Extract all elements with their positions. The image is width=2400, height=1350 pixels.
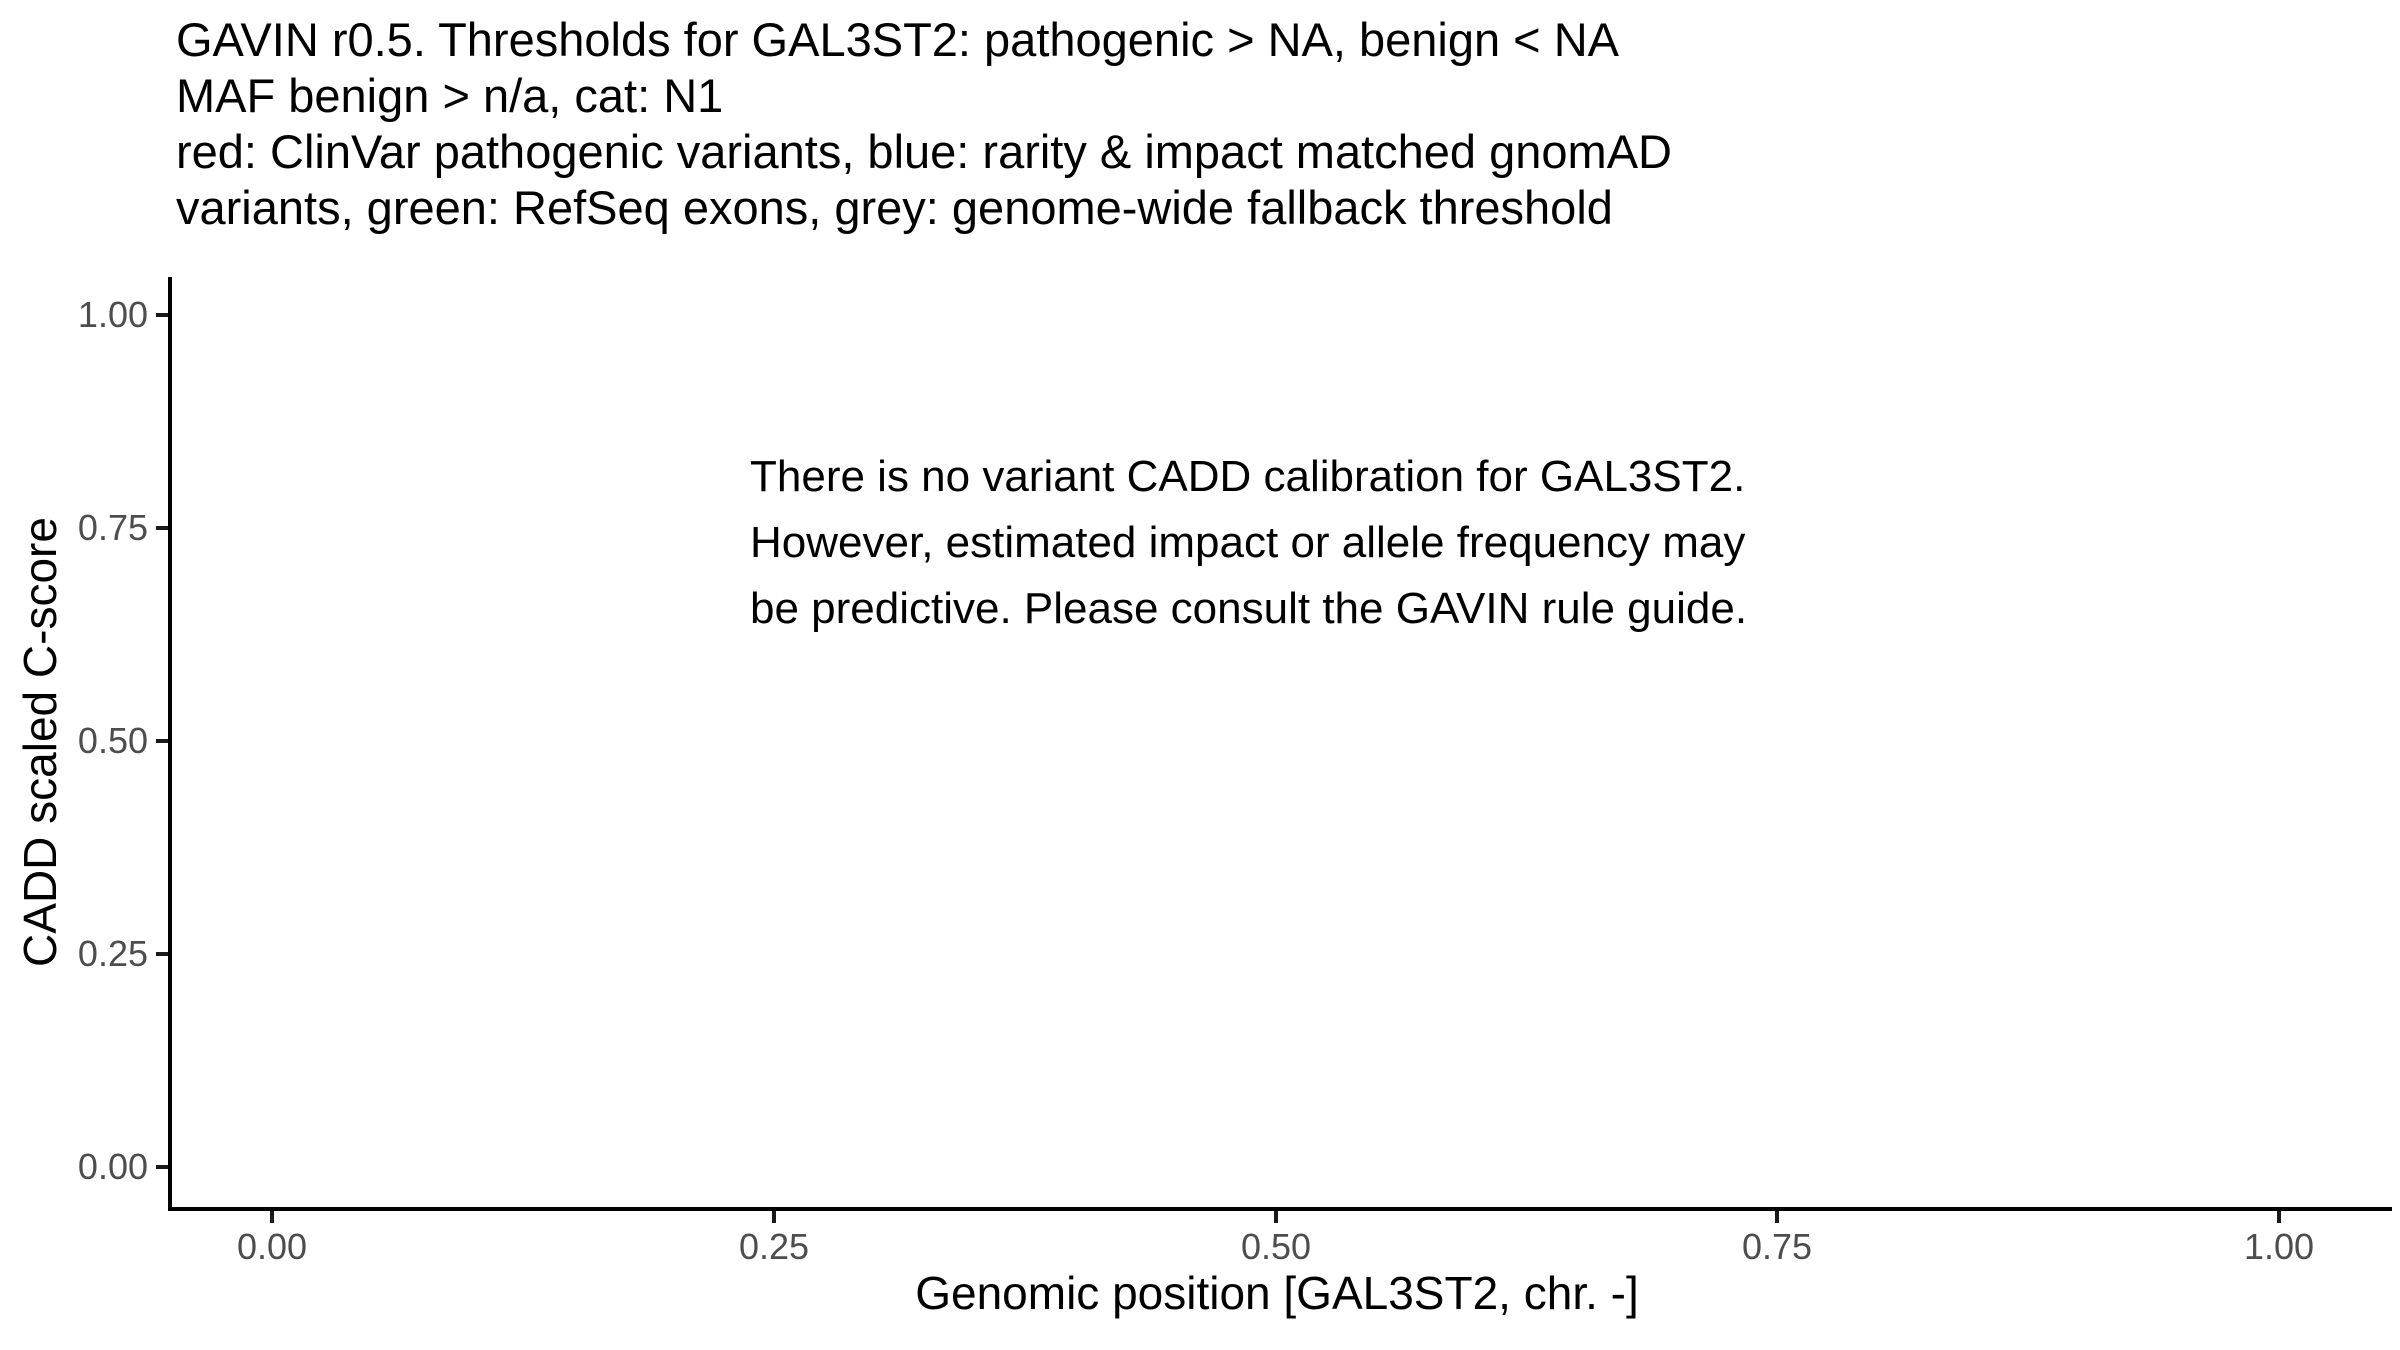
x-tick-mark [772,1211,776,1223]
x-axis-title: Genomic position [GAL3ST2, chr. -] [915,1267,1639,1319]
chart-title [176,12,1672,236]
x-tick-mark [1775,1211,1779,1223]
x-tick-label: 1.00 [2243,1226,2315,1267]
y-tick-mark [156,739,168,743]
y-tick-mark [156,313,168,317]
annotation-line-1: There is no variant CADD calibration for GAL3ST2. [750,452,1746,501]
y-tick-mark [156,1165,168,1169]
y-tick-mark [156,526,168,530]
y-tick-label: 0.00 [77,1146,148,1187]
x-tick-label: 0.00 [236,1226,308,1267]
x-tick-mark [1274,1211,1278,1223]
y-tick-label: 1.00 [77,294,148,335]
x-tick-mark [270,1211,274,1223]
y-tick-label: 0.75 [77,507,148,548]
plot-annotation [750,444,1747,642]
x-axis-line [168,1207,2392,1211]
chart-title-line-4: variants, green: RefSeq exons, grey: genome-wide fallback threshold [176,181,1613,234]
annotation-line-2: However, estimated impact or allele frequency may [750,518,1746,567]
y-tick-mark [156,952,168,956]
x-tick-label: 0.25 [738,1226,810,1267]
x-tick-label: 0.50 [1240,1226,1312,1267]
x-tick-label: 0.75 [1741,1226,1813,1267]
y-tick-label: 0.25 [77,933,148,974]
y-tick-label: 0.50 [77,720,148,761]
chart-title-line-3: red: ClinVar pathogenic variants, blue: rarity & impact matched gnomAD [176,125,1672,178]
chart-title-line-2: MAF benign > n/a, cat: N1 [176,69,724,122]
y-axis-line [168,277,172,1211]
y-axis-title: CADD scaled C-score [14,517,66,967]
annotation-line-3: be predictive. Please consult the GAVIN rule guide. [750,584,1748,633]
chart-title-line-1: GAVIN r0.5. Thresholds for GAL3ST2: pathogenic > NA, benign < NA [176,13,1619,66]
x-tick-mark [2277,1211,2281,1223]
